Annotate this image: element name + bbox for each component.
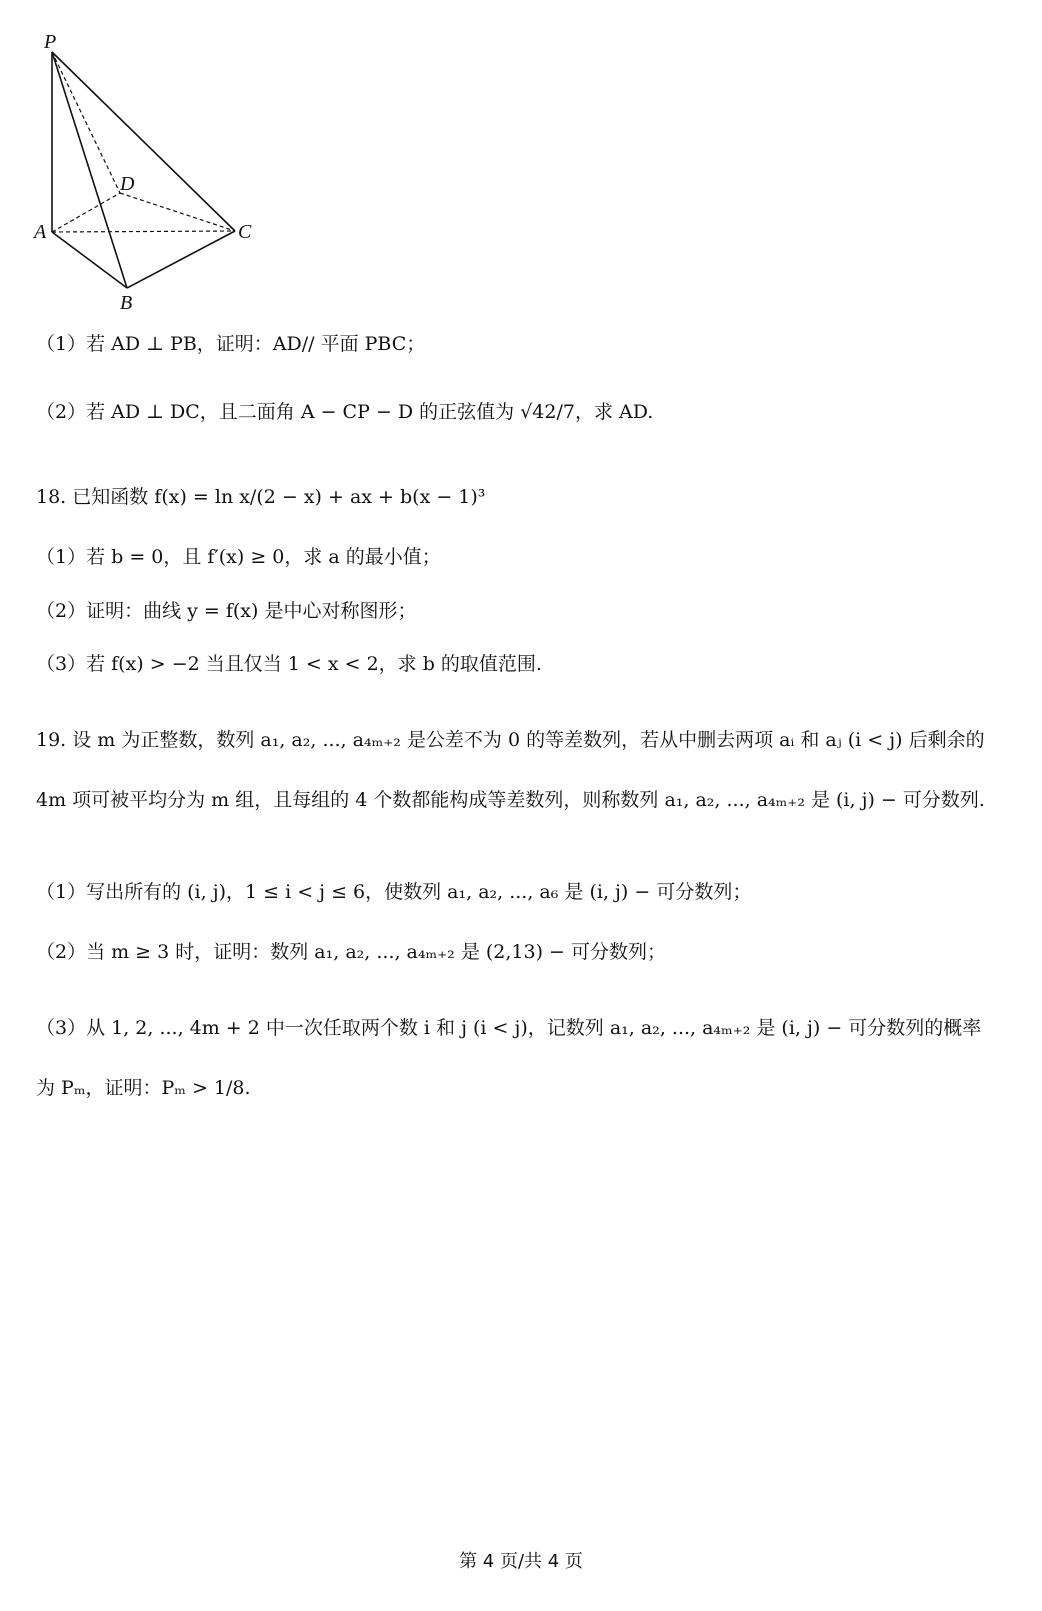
q18-stem: 18. 已知函数 f(x) = ln x/(2 − x) + ax + b(x − 1)³ bbox=[36, 486, 486, 508]
q18-part1: （1）若 b = 0，且 f′(x) ≥ 0，求 a 的最小值； bbox=[36, 546, 441, 568]
vertex-label-p: P bbox=[44, 31, 57, 53]
pyramid-figure bbox=[30, 30, 270, 315]
q18-part3: （3）若 f(x) > −2 当且仅当 1 < x < 2，求 b 的取值范围. bbox=[36, 653, 542, 675]
vertex-label-d: D bbox=[120, 173, 135, 195]
q17-part1: （1）若 AD ⊥ PB，证明：AD// 平面 PBC； bbox=[36, 333, 426, 355]
vertex-label-b: B bbox=[120, 292, 133, 314]
q18-part2: （2）证明：曲线 y = f(x) 是中心对称图形； bbox=[36, 600, 417, 622]
q19-part2: （2）当 m ≥ 3 时，证明：数列 a₁, a₂, ..., a₄ₘ₊₂ 是 (2,13) − 可分数列； bbox=[36, 941, 667, 963]
q19-part1: （1）写出所有的 (i, j)，1 ≤ i < j ≤ 6，使数列 a₁, a₂, ..., a₆ 是 (i, j) − 可分数列； bbox=[36, 881, 752, 903]
pyramid-diagram bbox=[30, 30, 270, 315]
vertex-label-a: A bbox=[34, 221, 47, 243]
vertex-label-c: C bbox=[238, 221, 252, 243]
q19-part3: （3）从 1, 2, ..., 4m + 2 中一次任取两个数 i 和 j (i < j)，记数列 a₁, a₂, ..., a₄ₘ₊₂ 是 (i, j) − 可分数列的概率为 Pₘ，证明：Pₘ > 1/8. bbox=[36, 1017, 982, 1099]
page-footer: 第 4 页/共 4 页 bbox=[459, 1551, 583, 1572]
q19-stem: 19. 设 m 为正整数，数列 a₁, a₂, ..., a₄ₘ₊₂ 是公差不为 0 的等差数列，若从中删去两项 aᵢ 和 aⱼ (i < j) 后剩余的 4m 项可被平均分为 m 组，且每组的 4 个数都能构成等差数列，则称数列 a₁, a₂, ..., a₄ₘ₊₂ 是 (i, j) − 可分数列. bbox=[36, 729, 985, 811]
q17-part2: （2）若 AD ⊥ DC，且二面角 A − CP − D 的正弦值为 √42/7，求 AD. bbox=[36, 401, 654, 423]
